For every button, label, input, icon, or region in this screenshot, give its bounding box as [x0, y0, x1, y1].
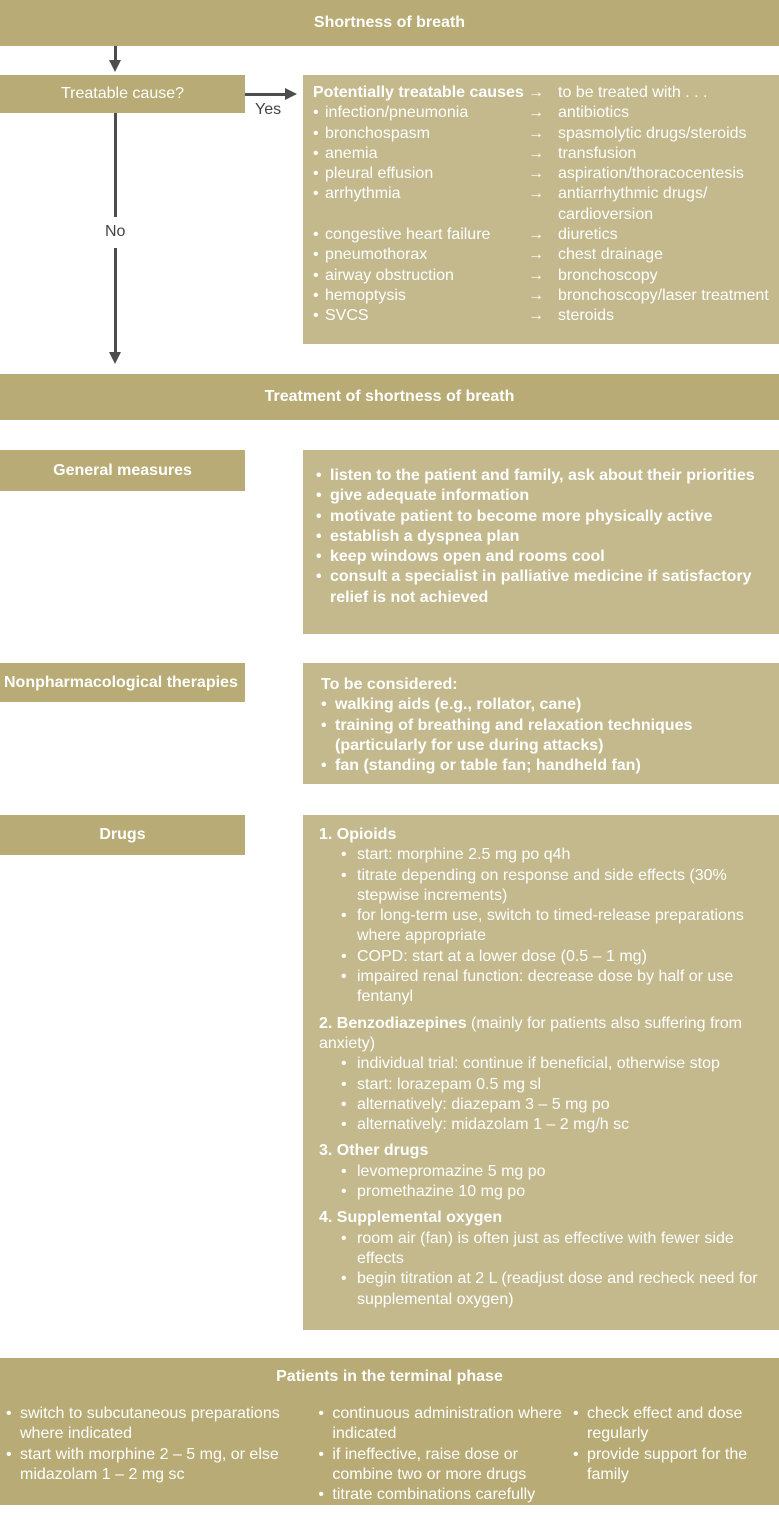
- list-item: • listen to the patient and family, ask about their priorities: [316, 466, 771, 486]
- arrow-right-icon: →: [528, 84, 544, 101]
- list-item: • start with morphine 2 – 5 mg, or else midazolam 1 – 2 mg sc: [6, 1445, 318, 1486]
- drug-section: [319, 1014, 773, 1136]
- list-item: • provide support for the family: [573, 1445, 775, 1486]
- drugs-label: Drugs: [99, 826, 146, 843]
- cause-item: • bronchospasm: [313, 124, 528, 144]
- causes-row: [313, 225, 775, 245]
- drug-section: [319, 825, 773, 1008]
- treatment-item: transfusion: [558, 144, 637, 162]
- list-item: • alternatively: diazepam 3 – 5 mg po: [341, 1095, 773, 1115]
- drug-section-title: [319, 1141, 773, 1161]
- treatment-item: aspiration/thoracocentesis: [558, 165, 744, 183]
- decision-label: Treatable cause?: [60, 85, 185, 102]
- list-item: • for long-term use, switch to timed-release preparations where appropriate: [341, 906, 773, 947]
- terminal-column: [318, 1404, 573, 1505]
- drug-section: [319, 1141, 773, 1202]
- arrow-right-icon: [285, 88, 297, 100]
- general-measures-label-box: [0, 450, 245, 491]
- connector-yes: [245, 93, 287, 96]
- treatment-item: diuretics: [558, 226, 618, 244]
- terminal-list: [573, 1404, 775, 1485]
- causes-header: [313, 83, 775, 103]
- treatment-title: Treatment of shortness of breath: [264, 388, 515, 405]
- drug-section-name: 3. Other drugs: [319, 1142, 429, 1160]
- treatment-item: steroids: [558, 307, 615, 325]
- terminal-columns: [6, 1404, 775, 1505]
- connector-no-upper: [114, 113, 117, 217]
- treatment-item: bronchoscopy: [558, 266, 658, 284]
- treatment-title-box: [0, 374, 779, 420]
- list-item: • titrate combinations carefully: [318, 1485, 573, 1505]
- causes-row: [313, 245, 775, 265]
- list-item: • room air (fan) is often just as effective with fewer side effects: [341, 1229, 773, 1270]
- list-item: • walking aids (e.g., rollator, cane): [321, 695, 771, 715]
- drug-section: [319, 1208, 773, 1309]
- nonpharm-box: [303, 663, 779, 784]
- drugs-box: [303, 815, 779, 1330]
- causes-heading: Potentially treatable causes: [313, 84, 524, 101]
- list-item: • start: lorazepam 0.5 mg sl: [341, 1075, 773, 1095]
- list-item: • check effect and dose regularly: [573, 1404, 775, 1445]
- cause-item: • anemia: [313, 144, 528, 164]
- causes-row: [313, 164, 775, 184]
- treatment-item: bronchoscopy/laser treatment: [558, 286, 769, 304]
- causes-row: [313, 184, 775, 225]
- treatment-item: spasmolytic drugs/steroids: [558, 124, 747, 142]
- causes-row: [313, 124, 775, 144]
- drug-section-title: [319, 825, 773, 845]
- drug-list: [319, 1229, 773, 1310]
- causes-row: [313, 266, 775, 286]
- arrow-right-icon: →: [528, 124, 544, 142]
- drugs-label-box: [0, 815, 245, 855]
- list-item: • give adequate information: [316, 486, 771, 506]
- causes-row: [313, 103, 775, 123]
- drugs-sections: [319, 825, 773, 1310]
- list-item: • training of breathing and relaxation techniques (particularly for use during attacks): [321, 716, 771, 757]
- list-item: • promethazine 10 mg po: [341, 1182, 773, 1202]
- general-measures-list: [316, 466, 771, 608]
- treatment-item: antiarrhythmic drugs/ cardioversion: [558, 185, 708, 223]
- arrow-right-icon: →: [528, 104, 544, 122]
- list-item: • establish a dyspnea plan: [316, 527, 771, 547]
- arrow-right-icon: →: [528, 286, 544, 304]
- list-item: • impaired renal function: decrease dose by half or use fentanyl: [341, 967, 773, 1008]
- nonpharm-heading: To be considered:: [321, 676, 458, 693]
- list-item: • COPD: start at a lower dose (0.5 – 1 mg): [341, 947, 773, 967]
- drug-section-name: 1. Opioids: [319, 826, 397, 843]
- arrow-right-icon: →: [528, 307, 544, 325]
- list-item: • individual trial: continue if beneficial, otherwise stop: [341, 1054, 773, 1074]
- list-item: • levomepromazine 5 mg po: [341, 1162, 773, 1182]
- list-item: • consult a specialist in palliative medicine if satisfactory relief is not achieved: [316, 567, 771, 608]
- list-item: • if ineffective, raise dose or combine two or more drugs: [318, 1445, 573, 1486]
- drug-list: [319, 845, 773, 1007]
- nonpharm-label-box: [0, 663, 245, 702]
- drug-list: [319, 1162, 773, 1203]
- arrow-right-icon: →: [528, 226, 544, 244]
- treatment-item: antibiotics: [558, 104, 630, 122]
- terminal-column: [573, 1404, 775, 1505]
- cause-item: • pleural effusion: [313, 164, 528, 184]
- list-item: • motivate patient to become more physically active: [316, 507, 771, 527]
- list-item: • begin titration at 2 L (readjust dose and recheck need for supplemental oxygen): [341, 1269, 773, 1310]
- causes-row: [313, 286, 775, 306]
- list-item: • start: morphine 2.5 mg po q4h: [341, 845, 773, 865]
- arrow-right-icon: →: [528, 246, 544, 264]
- treatment-heading: to be treated with . . .: [558, 84, 708, 101]
- terminal-list: [6, 1404, 318, 1485]
- cause-item: • arrhythmia: [313, 184, 528, 225]
- list-item: • continuous administration where indicated: [318, 1404, 573, 1445]
- treatment-item: chest drainage: [558, 246, 663, 264]
- drug-section-name: 4. Supplemental oxygen: [319, 1209, 503, 1227]
- causes-row: [313, 144, 775, 164]
- arrow-right-icon: →: [528, 266, 544, 284]
- cause-item: • infection/pneumonia: [313, 103, 528, 123]
- causes-row: [313, 306, 775, 326]
- list-item: • switch to subcutaneous preparations where indicated: [6, 1404, 318, 1445]
- yes-label: Yes: [255, 101, 282, 118]
- top-title-box: [0, 0, 779, 46]
- drug-section-note: (mainly for patients also suffering from anxiety): [319, 1014, 742, 1052]
- terminal-column: [6, 1404, 318, 1505]
- decision-box: [0, 75, 245, 113]
- nonpharm-list: [321, 695, 771, 776]
- cause-item: • hemoptysis: [313, 286, 528, 306]
- drug-section-title: [319, 1014, 773, 1055]
- cause-item: • pneumothorax: [313, 245, 528, 265]
- arrow-down-icon: [109, 352, 121, 364]
- nonpharm-label: Nonpharmacological therapies: [4, 673, 238, 691]
- cause-item: • SVCS: [313, 306, 528, 326]
- drug-section-title: [319, 1208, 773, 1228]
- causes-rows: [313, 103, 775, 326]
- arrow-right-icon: →: [528, 165, 544, 183]
- general-measures-box: [303, 450, 779, 634]
- drug-list: [319, 1054, 773, 1135]
- treatable-causes-box: [303, 75, 779, 344]
- list-item: • titrate depending on response and side effects (30% stepwise increments): [341, 866, 773, 907]
- cause-item: • airway obstruction: [313, 266, 528, 286]
- top-title: Shortness of breath: [313, 14, 466, 31]
- terminal-title: Patients in the terminal phase: [276, 1368, 503, 1385]
- arrow-down-icon: [109, 60, 121, 72]
- terminal-phase-box: [0, 1358, 779, 1505]
- list-item: • alternatively: midazolam 1 – 2 mg/h sc: [341, 1115, 773, 1135]
- arrow-right-icon: →: [528, 144, 544, 162]
- list-item: • keep windows open and rooms cool: [316, 547, 771, 567]
- causes-table: [313, 83, 775, 327]
- terminal-list: [318, 1404, 573, 1505]
- connector-no-lower: [114, 248, 117, 352]
- drug-section-name: 2. Benzodiazepines: [319, 1014, 467, 1032]
- cause-item: • congestive heart failure: [313, 225, 528, 245]
- list-item: • fan (standing or table fan; handheld fan): [321, 756, 771, 776]
- arrow-right-icon: →: [528, 185, 544, 203]
- general-measures-label: General measures: [53, 461, 192, 479]
- no-label: No: [105, 223, 126, 240]
